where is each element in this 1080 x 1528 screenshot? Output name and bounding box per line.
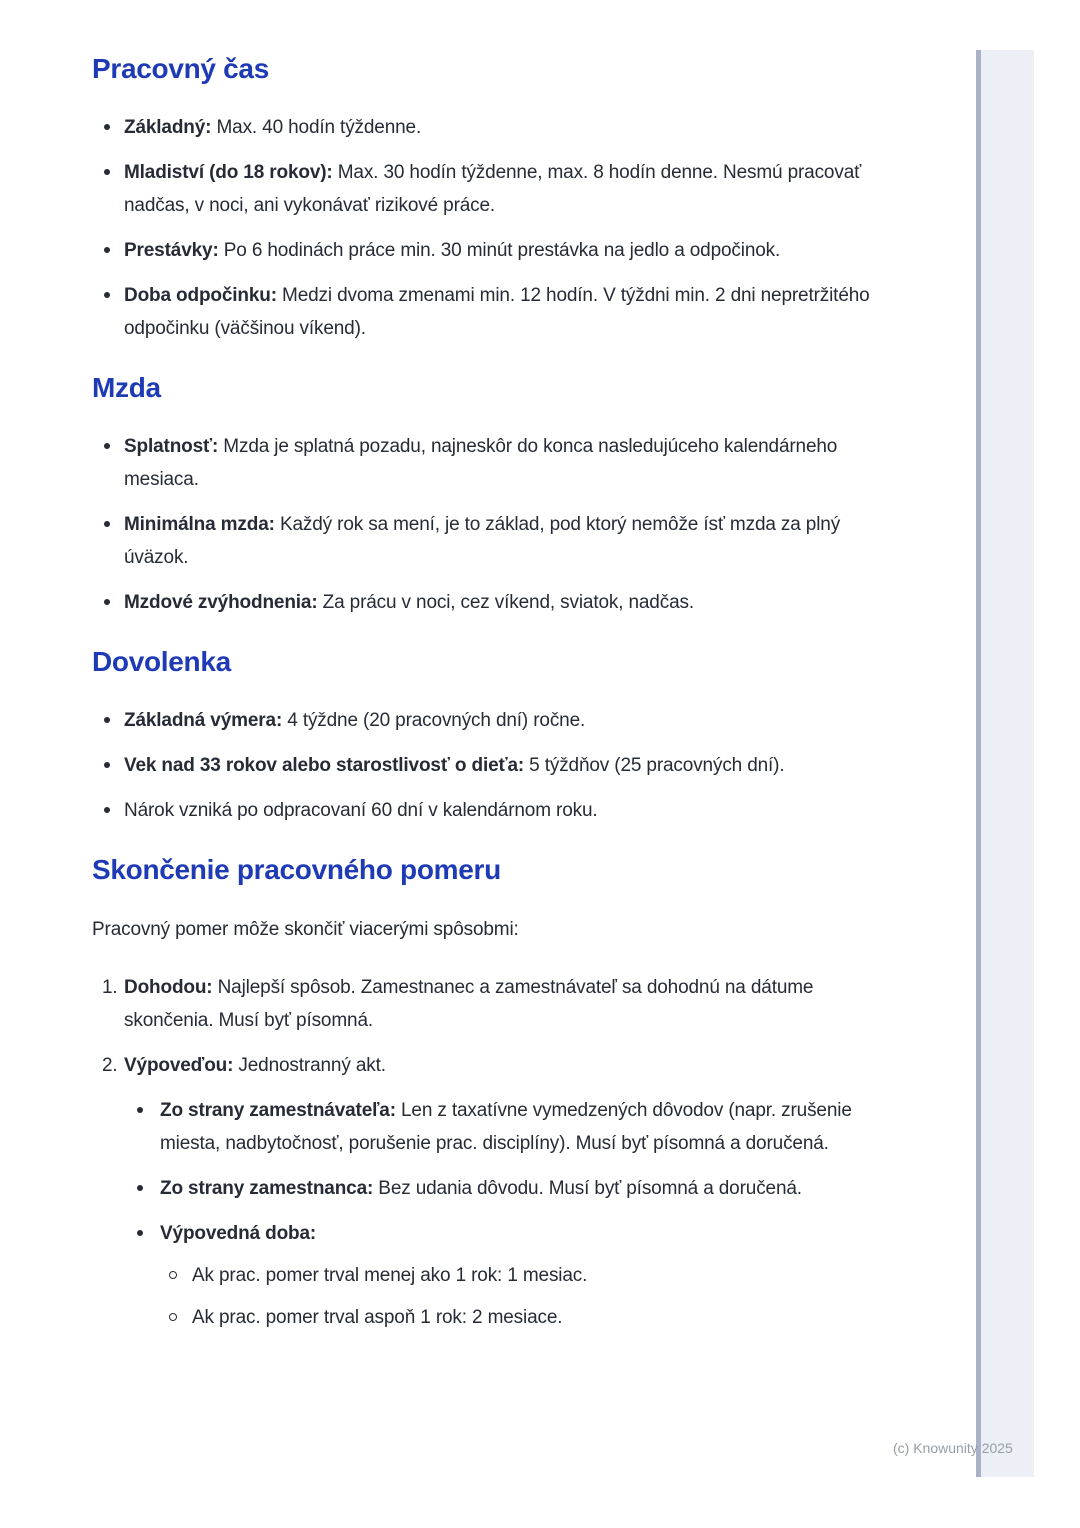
heading-skoncenie-pracovneho-pomeru: Skončenie pracovného pomeru [92, 854, 501, 885]
item-description: Jednostranný akt. [233, 1055, 386, 1076]
numbered-list-item [92, 971, 887, 1037]
item-description: Medzi dvoma zmenami min. 12 hodín. V týždni min. 2 dni nepretržitého odpočinku (väčšinou víkend). [124, 285, 870, 339]
sub-list-item [124, 1094, 887, 1160]
numbered-list-item [92, 1049, 887, 1334]
sub-list-item [124, 1217, 887, 1334]
list-item [92, 508, 887, 574]
list-item [92, 749, 887, 782]
sub-bullet-list [124, 1094, 887, 1334]
item-term: Vek nad 33 rokov alebo starostlivosť o dieťa: [124, 755, 525, 776]
item-description: Po 6 hodinách práce min. 30 minút prestávka na jedlo a odpočinok. [218, 240, 781, 261]
item-term: Mladiství (do 18 rokov): [124, 162, 333, 183]
item-term: Zo strany zamestnanca: [160, 1178, 374, 1199]
list-item [92, 156, 887, 222]
list-number: 1. [102, 977, 118, 998]
item-description: Najlepší spôsob. Zamestnanec a zamestnávateľ sa dohodnú na dátume skončenia. Musí byť písomná. [124, 977, 814, 1031]
sub-sub-list-item: Ak prac. pomer trval menej ako 1 rok: 1 mesiac. [160, 1259, 887, 1292]
bullet-list [92, 430, 887, 619]
list-item [92, 586, 887, 619]
item-description: Nárok vzniká po odpracovaní 60 dní v kalendárnom roku. [124, 800, 598, 821]
item-term: Základná výmera: [124, 710, 283, 731]
heading-mzda: Mzda [92, 372, 161, 403]
item-description: 4 týždne (20 pracovných dní) ročne. [282, 710, 586, 731]
item-description: Mzda je splatná pozadu, najneskôr do konca nasledujúceho kalendárneho mesiaca. [124, 436, 838, 490]
item-term: Základný: [124, 117, 212, 138]
item-term: Zo strany zamestnávateľa: [160, 1100, 396, 1121]
item-description: 5 týždňov (25 pracovných dní). [524, 755, 785, 776]
list-number: 2. [102, 1055, 118, 1076]
copyright-notice: (c) Knowunity 2025 [893, 1440, 1013, 1456]
item-description: Len z taxatívne vymedzených dôvodov (napr. zrušenie miesta, nadbytočnosť, porušenie prac. disciplíny). Musí byť písomná a doručená. [160, 1100, 852, 1154]
heading-pracovny-cas: Pracovný čas [92, 53, 269, 84]
item-term: Výpovedná doba: [160, 1223, 317, 1244]
sub-list-item [124, 1172, 887, 1205]
sub-sub-list-item: Ak prac. pomer trval aspoň 1 rok: 2 mesiace. [160, 1301, 887, 1334]
item-description: Max. 30 hodín týždenne, max. 8 hodín denne. Nesmú pracovať nadčas, v noci, ani vykonávať rizikové práce. [124, 162, 862, 216]
numbered-list [92, 971, 887, 1334]
section-intro: Pracovný pomer môže skončiť viacerými spôsobmi: [92, 919, 519, 940]
list-item [92, 430, 887, 496]
list-item [92, 704, 887, 737]
list-item [92, 279, 887, 345]
heading-dovolenka: Dovolenka [92, 646, 231, 677]
item-description: Max. 40 hodín týždenne. [211, 117, 422, 138]
bullet-list [92, 704, 887, 827]
bullet-list [92, 111, 887, 345]
list-item [92, 234, 887, 267]
item-term: Výpoveďou: [124, 1055, 234, 1076]
scrollbar-track[interactable] [976, 50, 1034, 1477]
item-description: Každý rok sa mení, je to základ, pod ktorý nemôže ísť mzda za plný úväzok. [124, 514, 841, 568]
list-item [92, 794, 887, 827]
scrollbar-edge [976, 50, 981, 1477]
item-description: Bez udania dôvodu. Musí byť písomná a doručená. [373, 1178, 802, 1199]
item-term: Dohodou: [124, 977, 213, 998]
item-term: Minimálna mzda: [124, 514, 275, 535]
item-description: Za prácu v noci, cez víkend, sviatok, nadčas. [317, 592, 694, 613]
item-term: Doba odpočinku: [124, 285, 277, 306]
item-term: Prestávky: [124, 240, 219, 261]
list-item [92, 111, 887, 144]
sub-sub-bullet-list [160, 1259, 887, 1334]
document-content [92, 52, 887, 1334]
item-term: Mzdové zvýhodnenia: [124, 592, 318, 613]
item-term: Splatnosť: [124, 436, 219, 457]
